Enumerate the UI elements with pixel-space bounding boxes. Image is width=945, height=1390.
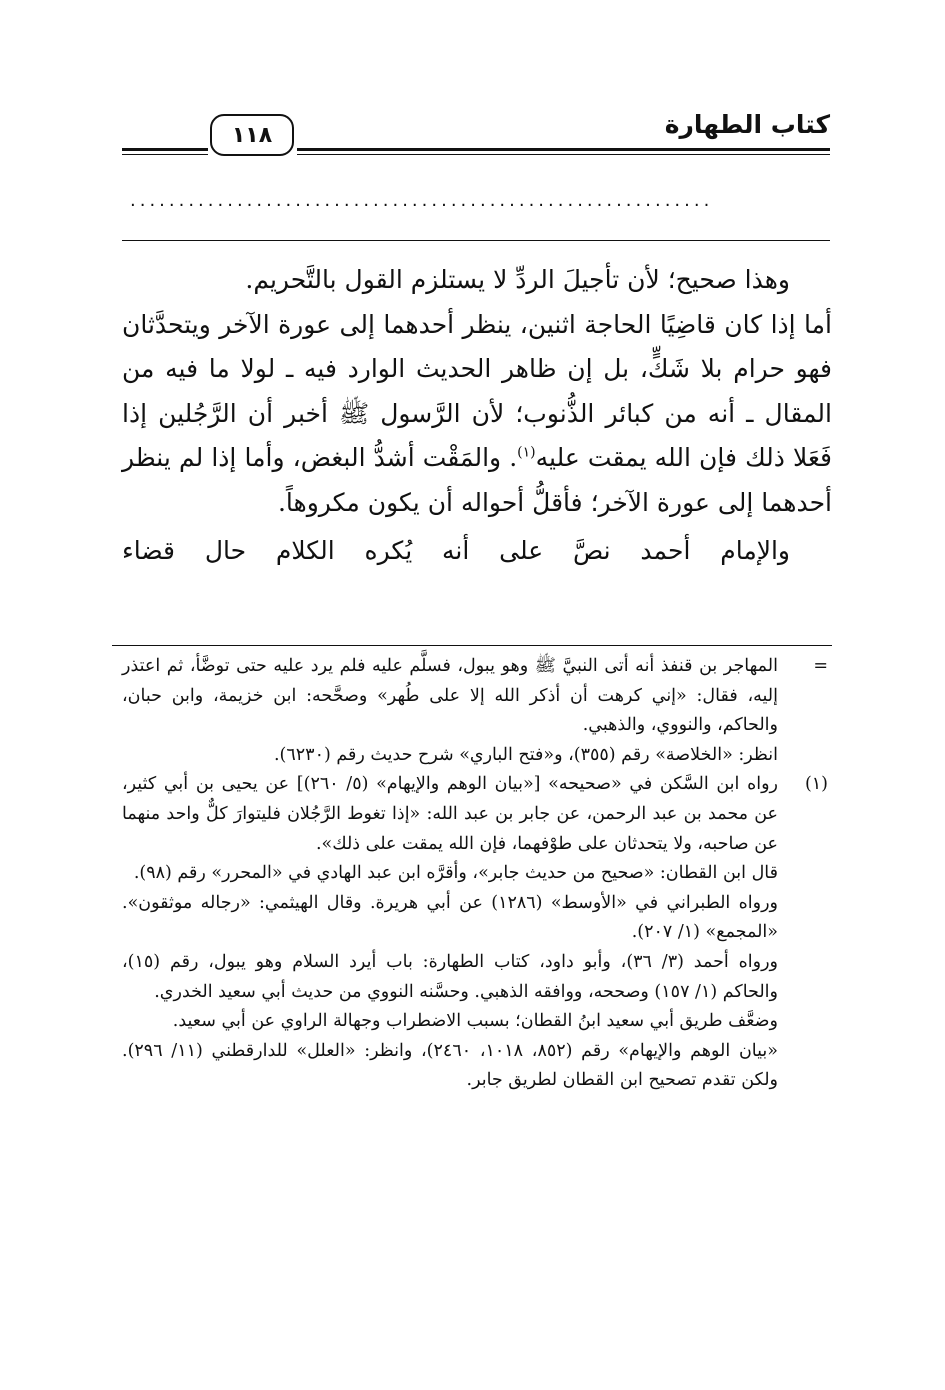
main-text [122,258,832,574]
footnote-line: المهاجر بن قنفذ أنه أتى النبيَّ ﷺ وهو يبول، فسلَّم عليه فلم يرد عليه حتى توضَّأ، ثم اعتذر إليه، فقال: «إني كرهت أن أذكر الله إلا على طُهر» وصحَّحه: ابن خزيمة، وابن حبان، والحاكم، والنووي، والذهبي. [122,656,778,736]
footnote-line: وضعَّف طريق أبي سعيد ابنُ القطان؛ بسبب الاضطراب وجهالة الراوي عن أبي سعيد. [172,1011,778,1032]
header-rule [297,148,830,151]
footnote-line: رواه ابن السَّكن في «صحيحه» [«بيان الوهم والإيهام» (٥/ ٢٦٠)] عن يحيى بن أبي كثير، عن محمد بن عبد الرحمن، عن جابر بن عبد الله: «إذا تغوط الرَّجُلان فليتوارَ كلٌّ واحد منهما عن صاحبه، ولا يتحدثان على طوْفهما، فإن الله يمقت على ذلك». [122,774,779,854]
dotted-separator: ............................................................ [130,190,714,211]
continuation-marker: = [813,656,828,676]
page-header [122,108,830,168]
footnote-line: انظر: «الخلاصة» رقم (٣٥٥)، و«فتح الباري» شرح حديث رقم (٦٢٣٠). [273,744,778,765]
footnote-marker: (١) [804,774,828,795]
page-number-text: ١١٨ [231,122,273,148]
paragraph-text: أما إذا كان قاضِيًا الحاجة اثنين، ينظر أحدهما إلى عورة الآخر ويتحدَّثان فهو حرام بلا شَكٍّ، بل إن ظاهر الحديث الوارد فيه ـ لولا ما فيه من المقال ـ أنه من كبائر الذُّنوب؛ لأن الرَّسول ﷺ أخبر أن الرَّجُلين إذا فَعَلا ذلك فإن الله يمقت عليه [122,309,832,472]
paragraph: وهذا صحيح؛ لأن تأجيلَ الردِّ لا يستلزم القول بالتَّحريم. [245,265,790,294]
top-divider [122,240,830,241]
page-number [210,114,294,156]
paragraph-text: . والمَقْت أشدُّ البغض، وأما إذا لم ينظر أحدهما إلى عورة الآخر؛ فأقلُّ أحواله أن يكون مكروهاً. [122,443,832,517]
footnote-line: «بيان الوهم والإيهام» رقم (٨٥٢، ١٠١٨، ٢٤٦٠)، وانظر: «العلل» للدارقطني (١١/ ٢٩٦). ولكن تقدم تصحيح ابن القطان لطريق جابر. [122,1040,778,1091]
footnote-line: ورواه الطبراني في «الأوسط» (١٢٨٦) عن أبي هريرة. وقال الهيثمي: «رجاله موثقون». «المجمع» (١/ ٢٠٧). [122,892,778,943]
footnote-line: ورواه أحمد (٣/ ٣٦)، وأبو داود، كتاب الطهارة: باب أيرد السلام وهو يبول، رقم (١٥)، والحاكم (١/ ١٥٧) وصححه، ووافقه الذهبي. وحسَّنه النووي من حديث أبي سعيد الخدري. [122,951,778,1002]
header-rule [122,154,208,155]
paragraph: والإمام أحمد نصَّ على أنه يُكره الكلام حال قضاء [122,536,790,565]
paragraph [122,303,832,526]
header-rule [122,148,208,151]
footnote-line: قال ابن القطان: «صحيح من حديث جابر»، وأقرَّه ابن عبد الهادي في «المحرر» رقم (٩٨). [133,863,778,884]
footnote-continued [122,652,832,770]
header-rule [297,154,830,155]
running-title: كتاب الطهارة [664,110,830,139]
footnote-reference: (١) [517,444,536,461]
footnotes [122,652,832,1096]
footnote-1 [122,770,832,1096]
footnote-divider [112,645,832,646]
